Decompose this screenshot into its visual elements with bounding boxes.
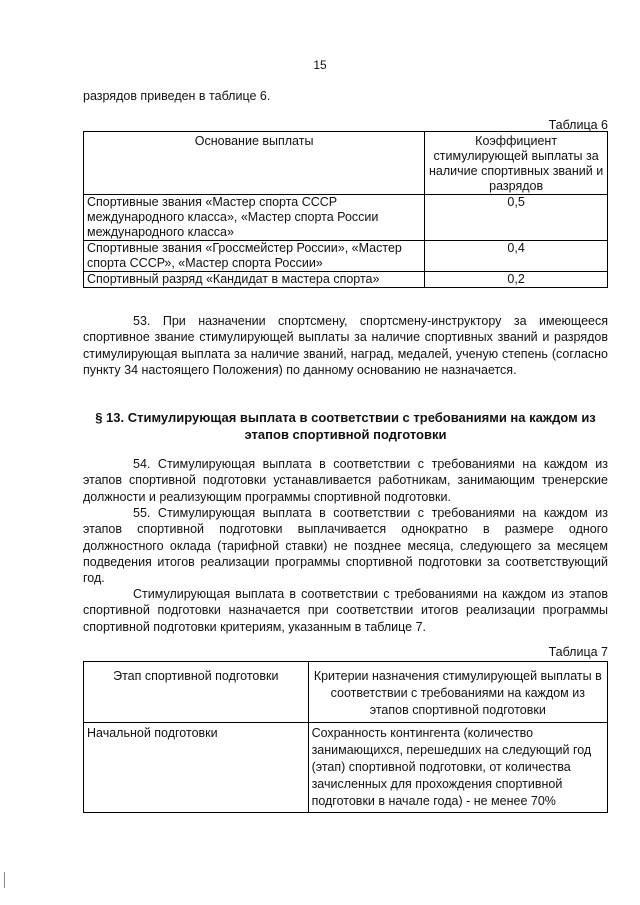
table6-header-basis: Основание выплаты (84, 132, 425, 195)
table7-cell-stage: Начальной подготовки (84, 723, 309, 813)
table-header-row (84, 132, 608, 195)
page-number: 15 (313, 58, 327, 72)
margin-mark (4, 872, 5, 888)
table6-cell-coefficient: 0,4 (425, 241, 608, 272)
table-row (84, 272, 608, 288)
paragraph-53: 53. При назначении спортсмену, спортсмену-инструктору за имеющееся спортивное звание стимулирующей выплаты за наличие спортивных званий и разрядов стимулирующая выплата за наличие званий, наград, медалей, ученую степень (согласно пункту 34 настоящего Положения) по данному основанию не назначается. (83, 314, 608, 377)
table6-cell-basis: Спортивные звания «Мастер спорта СССР международного класса», «Мастер спорта России международного класса» (84, 195, 425, 241)
table-row (84, 195, 608, 241)
table7-caption: Таблица 7 (548, 645, 608, 659)
intro-line: разрядов приведен в таблице 6. (83, 89, 271, 103)
table6-cell-basis: Спортивный разряд «Кандидат в мастера спорта» (84, 272, 425, 288)
table6-cell-coefficient: 0,5 (425, 195, 608, 241)
table-row (84, 723, 608, 813)
table6-cell-coefficient: 0,2 (425, 272, 608, 288)
paragraph-56: Стимулирующая выплата в соответствии с требованиями на каждом из этапов спортивной подготовки назначается при соответствии итогов реализации программы спортивной подготовки критериям, указанным в таблице 7. (83, 587, 608, 634)
table6-header-coefficient: Коэффициент стимулирующей выплаты за наличие спортивных званий и разрядов (425, 132, 608, 195)
table-7 (83, 661, 608, 813)
table6-cell-basis: Спортивные звания «Гроссмейстер России», «Мастер спорта СССР», «Мастер спорта России» (84, 241, 425, 272)
paragraph-54: 54. Стимулирующая выплата в соответствии с требованиями на каждом из этапов спортивной подготовки устанавливается работникам, занимающим тренерские должности и реализующим программы спортивной подготовки. (83, 457, 608, 504)
table-row (84, 241, 608, 272)
paragraph-55: 55. Стимулирующая выплата в соответствии с требованиями на каждом из этапов спортивной подготовки выплачивается однократно в размере одного должностного оклада (тарифной ставки) не позднее месяца, следующего за месяцем подведения итогов реализации программы спортивной подготовки за соответствующий год. (83, 506, 608, 586)
table-6 (83, 131, 608, 288)
table7-header-criteria: Критерии назначения стимулирующей выплаты в соответствии с требованиями на каждом из этапов спортивной подготовки (308, 662, 607, 723)
table6-caption: Таблица 6 (548, 118, 608, 132)
table7-cell-criteria: Сохранность контингента (количество занимающихся, перешедших на следующий год (этап) спортивной подготовки, от количества зачисленных для прохождения спортивной подготовки в начале года) - не менее 70% (308, 723, 607, 813)
section-heading: § 13. Стимулирующая выплата в соответствии с требованиями на каждом из этапов спортивной подготовки (95, 410, 596, 442)
table-header-row (84, 662, 608, 723)
table7-header-stage: Этап спортивной подготовки (84, 662, 309, 723)
